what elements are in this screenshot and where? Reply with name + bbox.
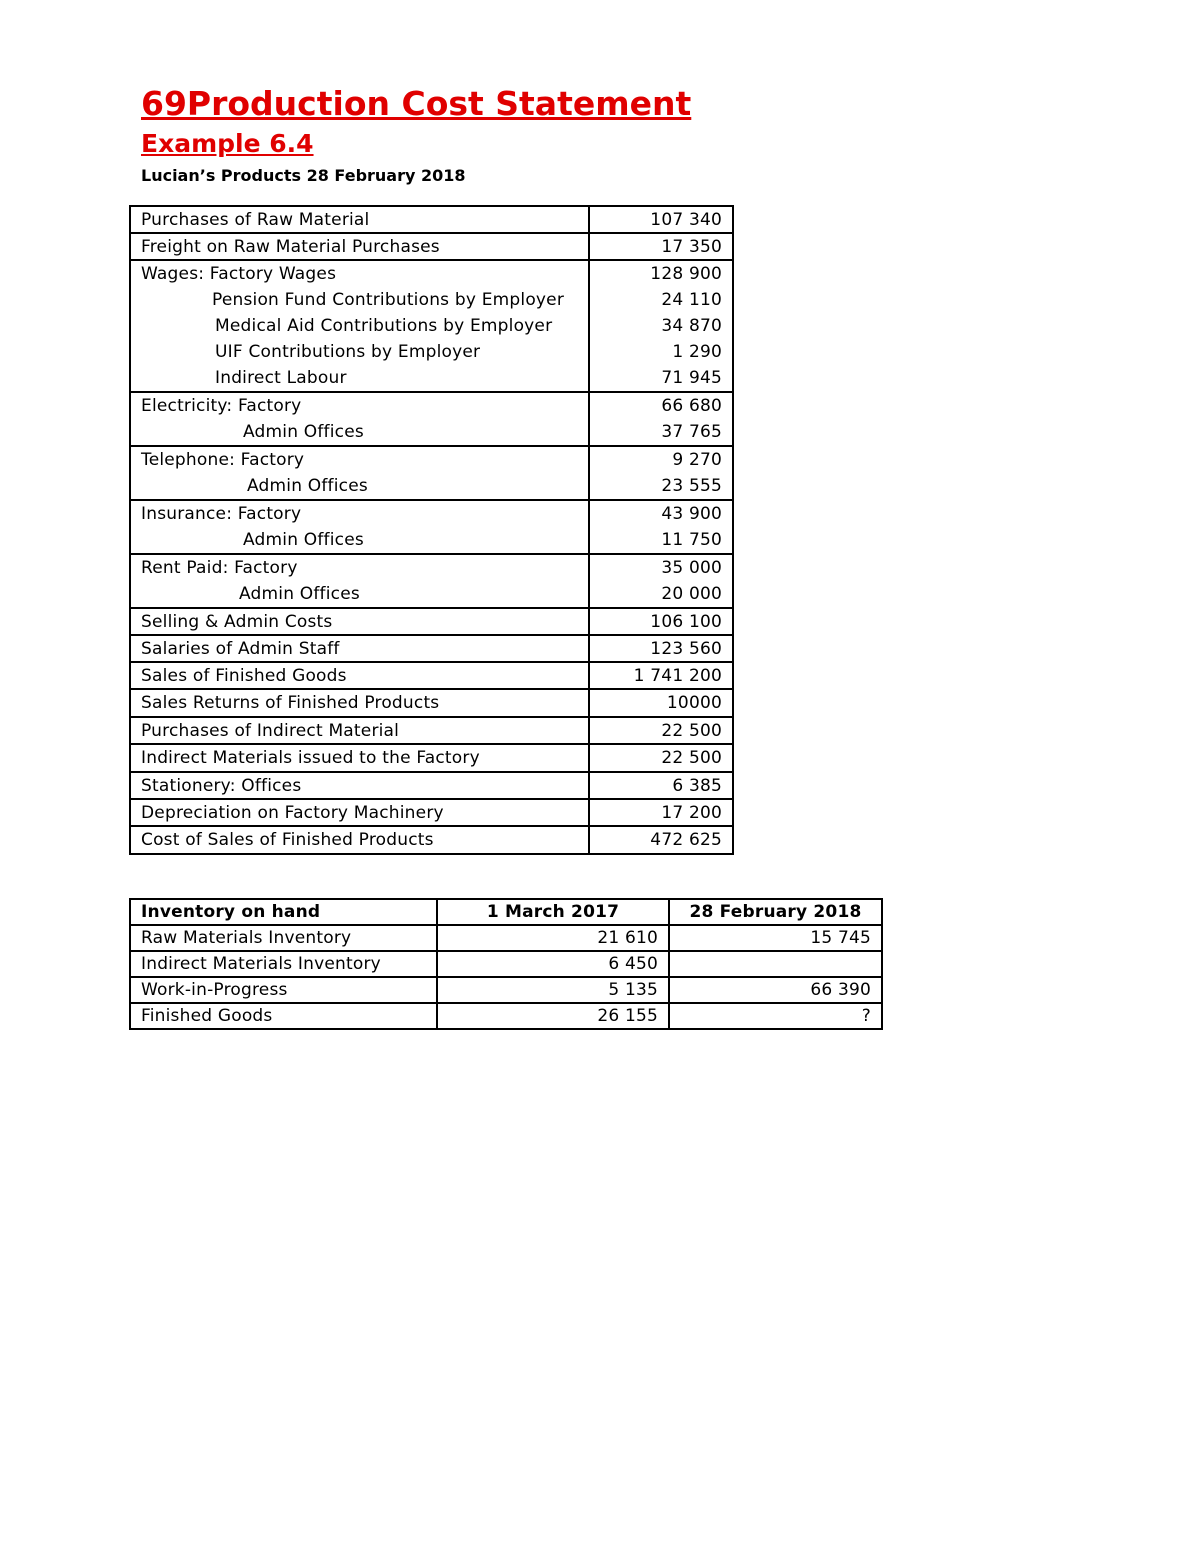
item-amount: 66 680 [589,392,733,419]
item-amount: 20 000 [589,581,733,608]
inventory-label: Indirect Materials Inventory [130,951,437,977]
item-label: Admin Offices [130,527,589,554]
item-label: Admin Offices [130,473,589,500]
table-row [130,689,733,717]
table-row [130,500,733,527]
item-amount: 1 741 200 [589,662,733,689]
item-label: Admin Offices [130,581,589,608]
closing-value [669,951,882,977]
table-row [130,662,733,689]
opening-value: 6 450 [437,951,669,977]
item-label: Telephone: Factory [130,446,589,473]
item-amount: 6 385 [589,772,733,799]
item-amount: 107 340 [589,206,733,233]
inventory-label: Raw Materials Inventory [130,925,437,951]
item-label: Stationery: Offices [130,772,589,799]
table-row [130,260,733,286]
inventory-table [129,898,883,1030]
item-label: Medical Aid Contributions by Employer [130,313,589,339]
table-row [130,799,733,826]
item-label: Selling & Admin Costs [130,608,589,635]
item-amount: 123 560 [589,635,733,662]
item-amount: 23 555 [589,473,733,500]
table-row [130,446,733,473]
item-amount: 35 000 [589,554,733,581]
item-label: Purchases of Indirect Material [130,717,589,744]
closing-value: 66 390 [669,977,882,1003]
item-label: Indirect Materials issued to the Factory [130,744,589,772]
opening-value: 26 155 [437,1003,669,1029]
table-row [130,581,733,608]
item-amount: 37 765 [589,419,733,446]
table-row [130,608,733,635]
table-row [130,365,733,392]
item-label: Salaries of Admin Staff [130,635,589,662]
table-row [130,772,733,799]
item-label: Electricity: Factory [130,392,589,419]
item-label: Admin Offices [130,419,589,446]
inventory-label: Finished Goods [130,1003,437,1029]
item-label: Cost of Sales of Finished Products [130,826,589,854]
table-row [130,951,882,977]
item-amount: 10000 [589,689,733,717]
column-header: 28 February 2018 [669,899,882,925]
item-label: Depreciation on Factory Machinery [130,799,589,826]
item-amount: 128 900 [589,260,733,286]
item-label: Rent Paid: Factory [130,554,589,581]
closing-value: ? [669,1003,882,1029]
table-row [130,286,733,313]
item-label: Pension Fund Contributions by Employer [130,286,589,313]
table-row [130,925,882,951]
table-row [130,826,733,854]
item-amount: 43 900 [589,500,733,527]
item-amount: 9 270 [589,446,733,473]
table-row [130,206,733,233]
table-header-row [130,899,882,925]
table-row [130,473,733,500]
item-label: Sales of Finished Goods [130,662,589,689]
opening-value: 21 610 [437,925,669,951]
item-amount: 17 350 [589,233,733,260]
item-label: UIF Contributions by Employer [130,339,589,365]
item-amount: 17 200 [589,799,733,826]
item-label: Purchases of Raw Material [130,206,589,233]
item-amount: 1 290 [589,339,733,365]
table-row [130,233,733,260]
table-row [130,744,733,772]
table-row [130,1003,882,1029]
item-label: Freight on Raw Material Purchases [130,233,589,260]
item-amount: 24 110 [589,286,733,313]
opening-value: 5 135 [437,977,669,1003]
table-row [130,635,733,662]
item-amount: 472 625 [589,826,733,854]
table-row [130,977,882,1003]
table-row [130,392,733,419]
table-row [130,554,733,581]
table-row [130,313,733,339]
item-label: Insurance: Factory [130,500,589,527]
item-amount: 22 500 [589,744,733,772]
table-row [130,419,733,446]
item-label: Sales Returns of Finished Products [130,689,589,717]
cost-items-table [129,205,734,855]
closing-value: 15 745 [669,925,882,951]
item-amount: 71 945 [589,365,733,392]
page-title: 69Production Cost Statement [141,84,692,123]
item-amount: 11 750 [589,527,733,554]
inventory-label: Work-in-Progress [130,977,437,1003]
table-row [130,339,733,365]
item-amount: 34 870 [589,313,733,339]
column-header: 1 March 2017 [437,899,669,925]
table-row [130,717,733,744]
item-amount: 106 100 [589,608,733,635]
item-amount: 22 500 [589,717,733,744]
example-heading: Example 6.4 [141,129,314,158]
item-label: Wages: Factory Wages [130,260,589,286]
company-date-line: Lucian’s Products 28 February 2018 [141,166,466,185]
table-row [130,527,733,554]
column-header: Inventory on hand [130,899,437,925]
item-label: Indirect Labour [130,365,589,392]
